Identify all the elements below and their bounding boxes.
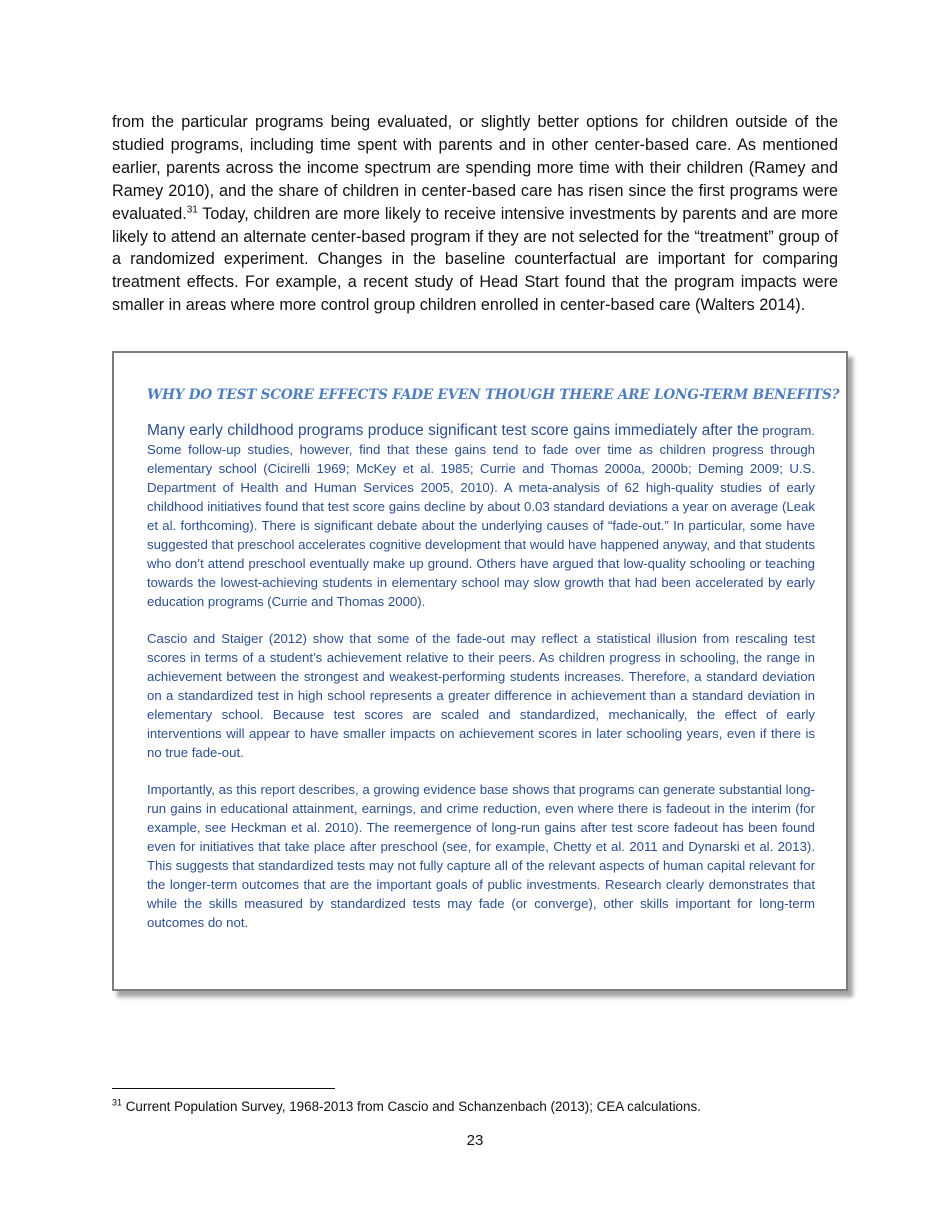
footnote: [112, 1098, 701, 1116]
sidebar-paragraph-1-lead: Many early childhood programs produce significant test score gains immediately after the: [147, 422, 759, 439]
body-paragraph: [112, 111, 838, 317]
sidebar-heading: WHY DO TEST SCORE EFFECTS FADE EVEN THOUGH THERE ARE LONG-TERM BENEFITS?: [147, 387, 840, 403]
sidebar-box: [112, 351, 848, 991]
sidebar-paragraph-2: Cascio and Staiger (2012) show that some of the fade-out may reflect a statistical illusion from rescaling test scores in terms of a student’s achievement relative to their peers. As children progress in schooling, the range in achievement between the strongest and weakest-performing students increases. Therefore, a standard deviation on a standardized test in high school represents a greater difference in achievement than a standard deviation in elementary school. Because test scores are scaled and standardized, mechanically, the effect of early interventions will appear to have smaller impacts on achievement scores in later schooling years, even if there is no true fade-out.: [147, 631, 815, 760]
footnote-text: Current Population Survey, 1968-2013 from Cascio and Schanzenbach (2013); CEA calculations.: [122, 1099, 701, 1114]
sidebar-paragraph-1-rest: program. Some follow-up studies, however, find that these gains tend to fade over time as children progress through elementary school (Cicirelli 1969; McKey et al. 1985; Currie and Thomas 2000a, 2000b; Deming 2009; U.S. Department of Health and Human Services 2005, 2010). A meta-analysis of 62 high-quality studies of early childhood initiatives found that test score gains decline by about 0.03 standard deviations a year on average (Leak et al. forthcoming). There is significant debate about the underlying causes of “fade-out.” In particular, some have suggested that preschool accelerates cognitive development that would have happened anyway, and that students who don’t attend preschool eventually make up ground. Others have argued that low-quality schooling or teaching towards the lowest-achieving students in elementary school may slow growth that had been accelerated by early education programs (Currie and Thomas 2000).: [147, 423, 816, 609]
body-text-part2: Today, children are more likely to receive intensive investments by parents and are more likely to attend an alternate center-based program if they are not selected for the “treatment” group of a randomized experiment. Changes in the baseline counterfactual are important for comparing treatment effects. For example, a recent study of Head Start found that the program impacts were smaller in areas where more control group children enrolled in center-based care (Walters 2014).: [112, 204, 838, 315]
sidebar-content: [147, 387, 840, 950]
page-number: 23: [466, 1132, 484, 1149]
footnote-reference[interactable]: 31: [186, 204, 198, 216]
body-text-part1: from the particular programs being evaluated, or slightly better options for children outside of the studied programs, including time spent with parents and in other center-based care. As mentioned earlier, parents across the income spectrum are spending more time with their children (Ramey and Ramey 2010), and the share of children in center-based care has risen since the first programs were evaluated.: [112, 113, 838, 223]
sidebar-paragraph-1: [147, 421, 815, 611]
sidebar-paragraph-3: Importantly, as this report describes, a growing evidence base shows that programs can generate substantial long-run gains in educational attainment, earnings, and crime reduction, even where there is fadeout in the interim (for example, see Heckman et al. 2010). The reemergence of long-run gains after test score fadeout has been found even for initiatives that take place after preschool (see, for example, Chetty et al. 2011 and Dynarski et al. 2013). This suggests that standardized tests may not fully capture all of the relevant aspects of human capital relevant for the longer-term outcomes that are the important goals of public investments. Research clearly demonstrates that while the skills measured by standardized tests may fade (or converge), other skills important for long-term outcomes do not.: [147, 782, 815, 930]
footnote-number: 31: [112, 1097, 123, 1108]
footnote-divider: [112, 1088, 335, 1089]
